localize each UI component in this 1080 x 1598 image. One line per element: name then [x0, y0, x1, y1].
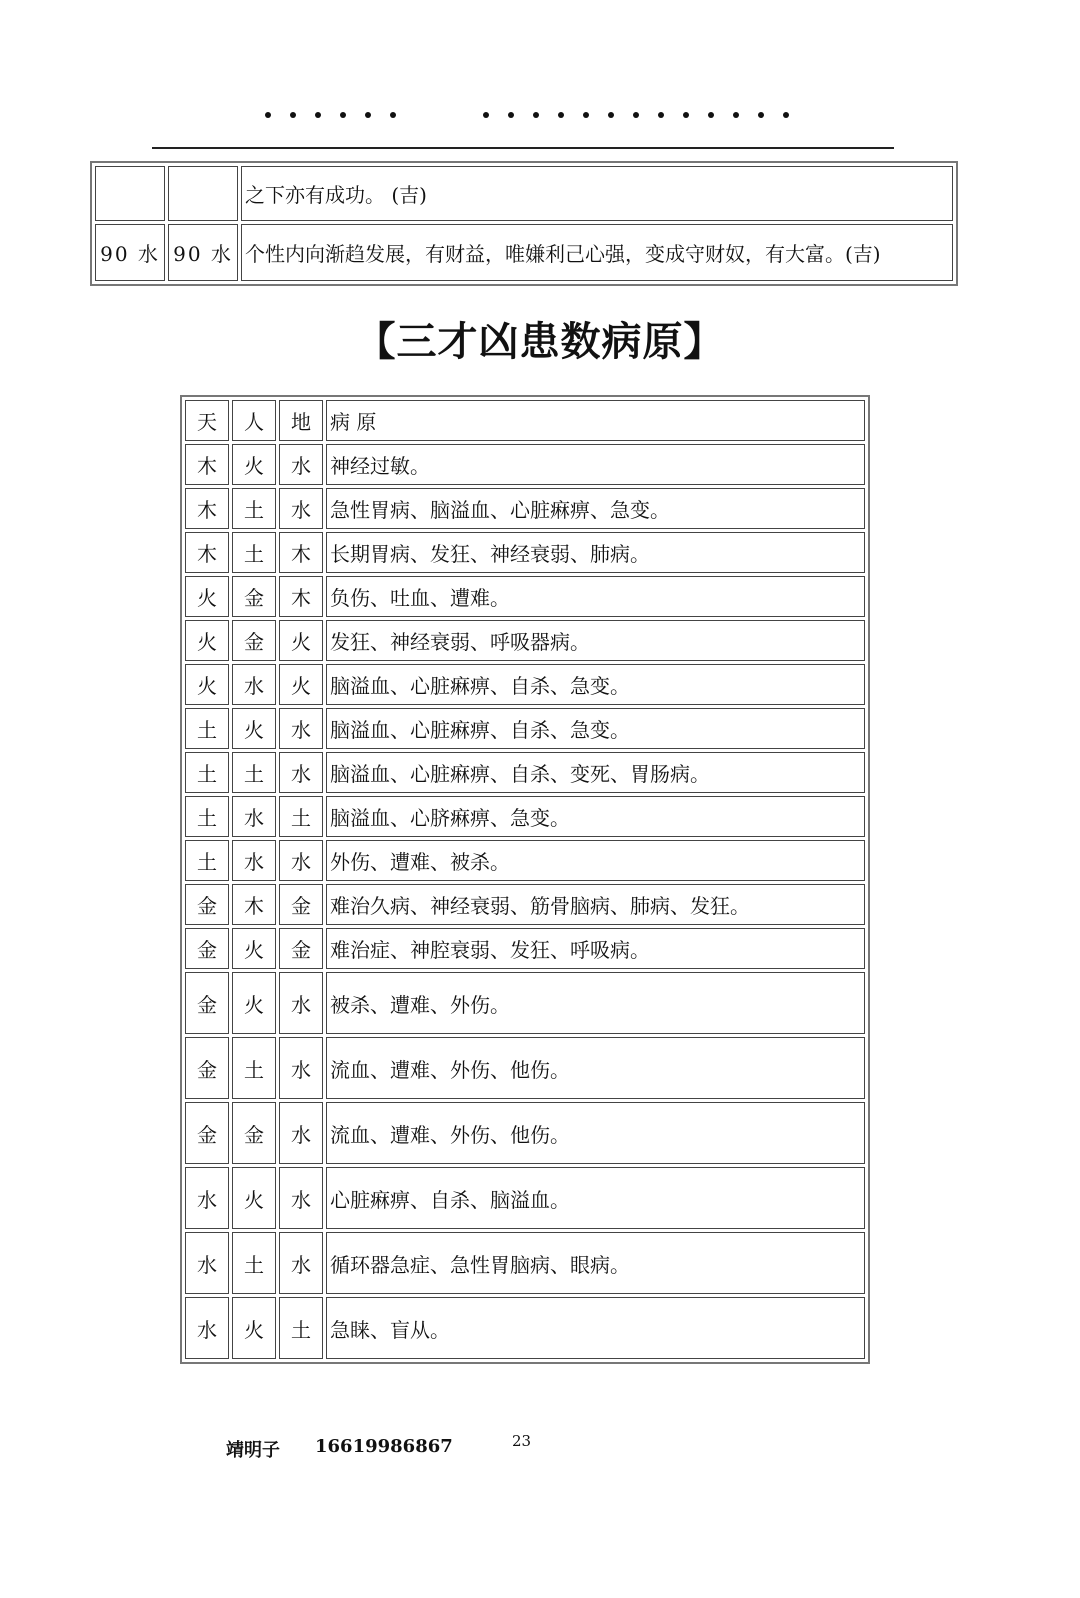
element-cell-tian: 水	[185, 1167, 229, 1229]
element-cell-tian: 金	[185, 1037, 229, 1099]
element-cell-ren: 土	[232, 488, 276, 529]
element-cell-tian: 木	[185, 488, 229, 529]
dot	[340, 112, 346, 118]
table-cell: 90 水	[95, 224, 165, 281]
dot	[365, 112, 371, 118]
table-row	[185, 1037, 865, 1099]
illness-cell: 急睐、盲从。	[326, 1297, 865, 1359]
table-row	[185, 708, 865, 749]
illness-cell: 流血、遭难、外伤、他伤。	[326, 1102, 865, 1164]
illness-cell: 循环器急症、急性胃脑病、眼病。	[326, 1232, 865, 1294]
footer-author: 靖明子	[226, 1440, 280, 1461]
table-cell: 之下亦有成功。 (吉)	[241, 166, 953, 221]
illness-cell: 负伤、吐血、遭难。	[326, 576, 865, 617]
table-row	[185, 1102, 865, 1164]
illness-cell: 心脏痳痹、自杀、脑溢血。	[326, 1167, 865, 1229]
dot	[633, 112, 639, 118]
page-number: 23	[512, 1432, 532, 1450]
element-cell-ren: 火	[232, 972, 276, 1034]
illness-cell: 脑溢血、心脏痳痹、自杀、急变。	[326, 664, 865, 705]
header-cell-tian: 天	[185, 400, 229, 441]
element-cell-tian: 火	[185, 664, 229, 705]
element-cell-ren: 水	[232, 796, 276, 837]
illness-table	[180, 395, 870, 1364]
illness-cell: 发狂、神经衰弱、呼吸器病。	[326, 620, 865, 661]
table-row	[185, 752, 865, 793]
header-cell-ren: 人	[232, 400, 276, 441]
illness-cell: 脑溢血、心脐痳痹、急变。	[326, 796, 865, 837]
illness-cell: 脑溢血、心脏痳痹、自杀、急变。	[326, 708, 865, 749]
element-cell-tian: 火	[185, 576, 229, 617]
element-cell-di: 水	[279, 840, 323, 881]
dot	[558, 112, 564, 118]
element-cell-di: 土	[279, 796, 323, 837]
element-cell-di: 金	[279, 884, 323, 925]
dot	[533, 112, 539, 118]
table-cell: 90 水	[168, 224, 238, 281]
table-row	[185, 444, 865, 485]
element-cell-di: 水	[279, 1167, 323, 1229]
element-cell-di: 金	[279, 928, 323, 969]
footer-phone: 16619986867	[315, 1436, 453, 1457]
dot	[315, 112, 321, 118]
element-cell-di: 火	[279, 664, 323, 705]
table-row	[185, 532, 865, 573]
table-row	[185, 620, 865, 661]
dot	[658, 112, 664, 118]
table-header-row	[185, 400, 865, 441]
table-cell	[95, 166, 165, 221]
dot	[758, 112, 764, 118]
dot	[583, 112, 589, 118]
dot	[508, 112, 514, 118]
element-cell-ren: 土	[232, 532, 276, 573]
dot	[290, 112, 296, 118]
table-row	[185, 884, 865, 925]
element-cell-tian: 木	[185, 532, 229, 573]
element-cell-di: 土	[279, 1297, 323, 1359]
element-cell-tian: 土	[185, 796, 229, 837]
element-cell-tian: 土	[185, 752, 229, 793]
element-cell-tian: 金	[185, 1102, 229, 1164]
element-cell-di: 水	[279, 444, 323, 485]
element-cell-ren: 火	[232, 708, 276, 749]
table-row	[185, 1297, 865, 1359]
decorative-dots-left	[265, 112, 415, 118]
dot	[783, 112, 789, 118]
section-title: 【三才凶患数病原】	[355, 319, 725, 365]
table-row	[95, 224, 953, 281]
element-cell-di: 水	[279, 1037, 323, 1099]
header-cell-di: 地	[279, 400, 323, 441]
dot	[390, 112, 396, 118]
dot	[683, 112, 689, 118]
illness-cell: 被杀、遭难、外伤。	[326, 972, 865, 1034]
element-cell-di: 水	[279, 972, 323, 1034]
element-cell-tian: 土	[185, 708, 229, 749]
element-cell-tian: 金	[185, 972, 229, 1034]
element-cell-tian: 土	[185, 840, 229, 881]
element-cell-tian: 木	[185, 444, 229, 485]
illness-cell: 难治症、神腔衰弱、发狂、呼吸病。	[326, 928, 865, 969]
illness-cell: 急性胃病、脑溢血、心脏痳痹、急变。	[326, 488, 865, 529]
element-cell-tian: 火	[185, 620, 229, 661]
element-cell-ren: 火	[232, 1297, 276, 1359]
element-cell-ren: 火	[232, 444, 276, 485]
dot	[733, 112, 739, 118]
table-row	[185, 576, 865, 617]
table-cell: 个性内向渐趋发展，有财益，唯嫌利己心强，变成守财奴，有大富。(吉)	[241, 224, 953, 281]
continued-table	[90, 161, 958, 286]
element-cell-di: 水	[279, 708, 323, 749]
table-cell	[168, 166, 238, 221]
element-cell-di: 木	[279, 532, 323, 573]
element-cell-ren: 火	[232, 1167, 276, 1229]
element-cell-di: 水	[279, 1102, 323, 1164]
dot	[483, 112, 489, 118]
decorative-dots-right	[483, 112, 808, 118]
element-cell-ren: 金	[232, 576, 276, 617]
table-row	[185, 796, 865, 837]
table-row	[185, 840, 865, 881]
illness-cell: 脑溢血、心脏痳痹、自杀、变死、胃肠病。	[326, 752, 865, 793]
element-cell-di: 水	[279, 488, 323, 529]
dot	[708, 112, 714, 118]
table-row	[185, 972, 865, 1034]
element-cell-ren: 水	[232, 840, 276, 881]
element-cell-ren: 木	[232, 884, 276, 925]
table-row	[95, 166, 953, 221]
illness-cell: 长期胃病、发狂、神经衰弱、肺病。	[326, 532, 865, 573]
illness-cell: 流血、遭难、外伤、他伤。	[326, 1037, 865, 1099]
element-cell-ren: 土	[232, 1037, 276, 1099]
element-cell-tian: 水	[185, 1297, 229, 1359]
element-cell-di: 水	[279, 752, 323, 793]
dot	[608, 112, 614, 118]
element-cell-di: 水	[279, 1232, 323, 1294]
element-cell-ren: 金	[232, 620, 276, 661]
element-cell-tian: 水	[185, 1232, 229, 1294]
illness-cell: 难治久病、神经衰弱、筋骨脑病、肺病、发狂。	[326, 884, 865, 925]
header-cell-illness: 病 原	[326, 400, 865, 441]
element-cell-ren: 土	[232, 752, 276, 793]
element-cell-ren: 火	[232, 928, 276, 969]
dot	[265, 112, 271, 118]
illness-cell: 神经过敏。	[326, 444, 865, 485]
table-row	[185, 928, 865, 969]
element-cell-tian: 金	[185, 928, 229, 969]
element-cell-ren: 水	[232, 664, 276, 705]
element-cell-di: 火	[279, 620, 323, 661]
element-cell-ren: 金	[232, 1102, 276, 1164]
element-cell-di: 木	[279, 576, 323, 617]
table-row	[185, 488, 865, 529]
table-row	[185, 1232, 865, 1294]
table-row	[185, 1167, 865, 1229]
table-row	[185, 664, 865, 705]
element-cell-tian: 金	[185, 884, 229, 925]
illness-cell: 外伤、遭难、被杀。	[326, 840, 865, 881]
header-divider	[152, 147, 894, 149]
element-cell-ren: 土	[232, 1232, 276, 1294]
